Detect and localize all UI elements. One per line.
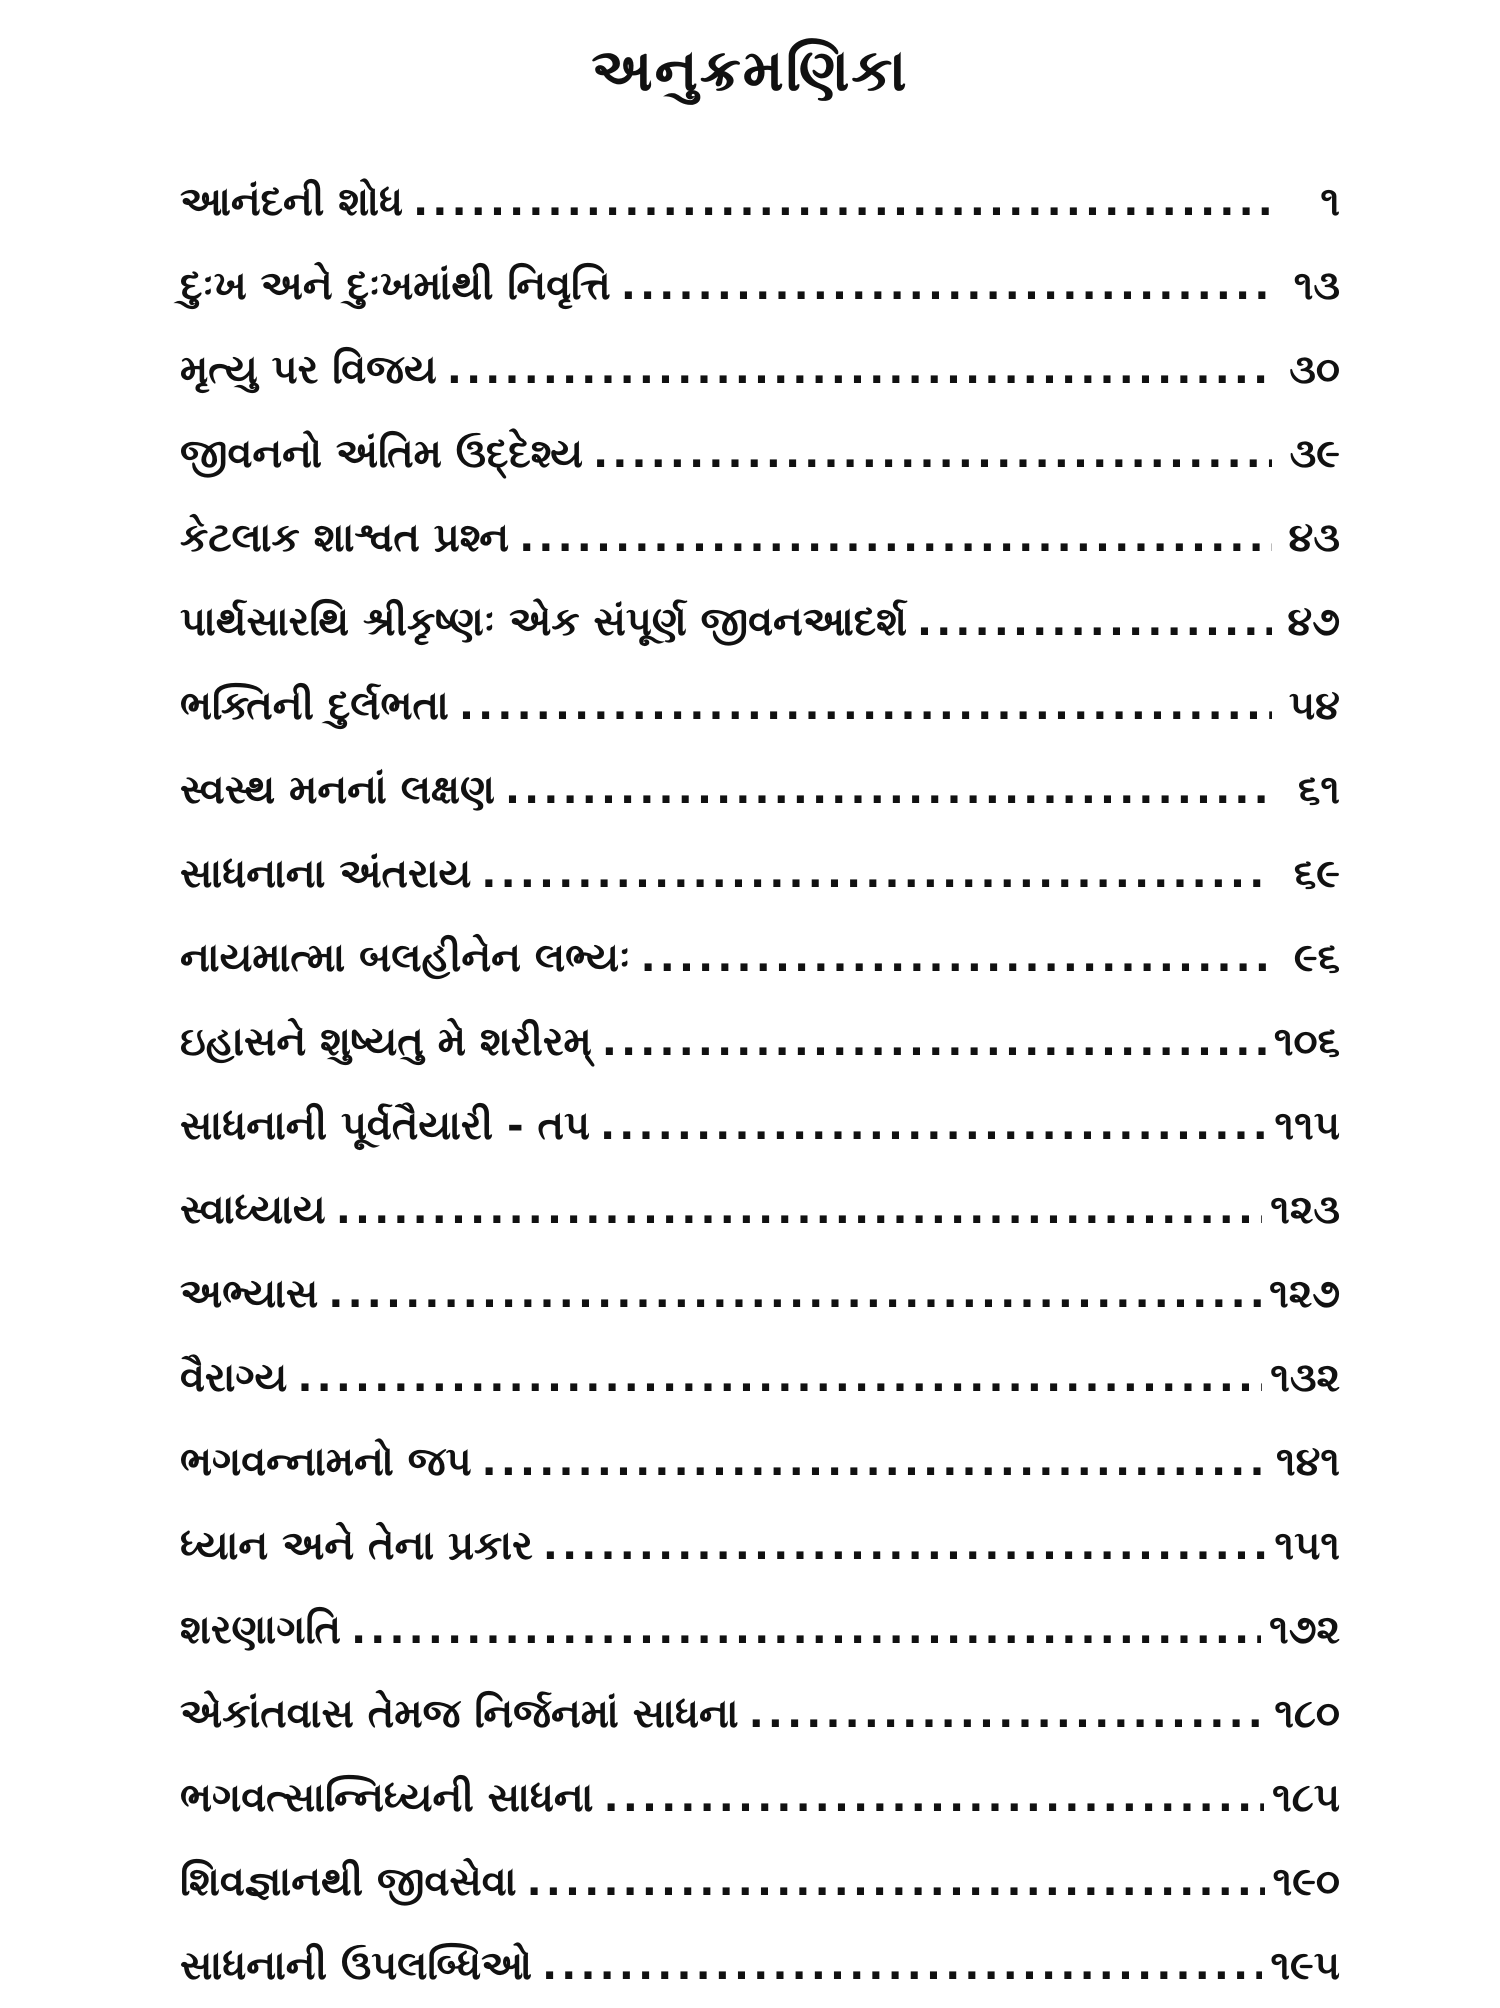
toc-entry xyxy=(180,1420,1340,1504)
toc-entry-page: ૧૯૦ xyxy=(1272,1859,1340,1905)
toc-entry xyxy=(180,1588,1340,1672)
toc-entry-title: ભગવત્સાન્નિધ્યની સાધના xyxy=(180,1775,594,1821)
toc-entry-page: ૧૧૫ xyxy=(1274,1103,1340,1149)
toc-entry-page: ૧૮૫ xyxy=(1272,1775,1340,1821)
page-title: અનુક્રમણિકા xyxy=(591,36,909,104)
toc-entry-title: સાધનાની પૂર્વતૈયારી - તપ xyxy=(180,1103,590,1149)
dot-leader xyxy=(593,412,1272,496)
toc-entry-title: ભક્તિની દુર્લભતા xyxy=(180,683,449,729)
dot-leader xyxy=(297,1336,1262,1420)
toc-entry-page: ૧૨૭ xyxy=(1269,1271,1340,1317)
toc-entry-page: ૯૬ xyxy=(1293,935,1340,981)
toc-entry-page: ૧૪૧ xyxy=(1276,1439,1340,1485)
dot-leader xyxy=(351,1588,1261,1672)
toc-entry xyxy=(180,496,1340,580)
toc-entry-title: જીવનનો અંતિમ ઉદ્દેશ્ય xyxy=(180,431,584,477)
dot-leader xyxy=(917,580,1272,664)
toc-entry-title: નાયમાત્મા બલહીનેન લભ્યઃ xyxy=(180,935,631,981)
toc-entry xyxy=(180,160,1340,244)
toc-entry-title: સ્વાધ્યાય xyxy=(180,1187,326,1233)
toc-entry xyxy=(180,1336,1340,1420)
toc-entry-title: શિવજ્ઞાનથી જીવસેવા xyxy=(180,1859,517,1905)
dot-leader xyxy=(602,1000,1266,1084)
toc-entry-title: ઇહાસને શુષ્યતુ મે શરીરમ્ xyxy=(180,1019,592,1065)
toc-entry-page: ૧૨૩ xyxy=(1270,1187,1340,1233)
toc-entry xyxy=(180,1924,1340,2008)
toc-entry-title: એકાંતવાસ તેમજ નિર્જનમાં સાધના xyxy=(180,1691,739,1737)
toc-entry-page: ૧૦૬ xyxy=(1273,1019,1340,1065)
dot-leader xyxy=(328,1252,1261,1336)
toc-entry xyxy=(180,1168,1340,1252)
dot-leader xyxy=(600,1084,1267,1168)
dot-leader xyxy=(482,1420,1268,1504)
toc-entry-page: ૧ xyxy=(1320,179,1340,225)
toc-entry xyxy=(180,664,1340,748)
toc-entry-title: દુઃખ અને દુઃખમાંથી નિવૃત્તિ xyxy=(180,263,611,309)
dot-leader xyxy=(604,1756,1265,1840)
toc-entry-title: સાધનાના અંતરાય xyxy=(180,851,472,897)
dot-leader xyxy=(413,160,1272,244)
toc-entry-page: ૩૯ xyxy=(1289,431,1340,477)
toc-entry xyxy=(180,1672,1340,1756)
toc-entry-page: ૫૪ xyxy=(1288,683,1340,729)
toc-entry-title: શરણાગતિ xyxy=(180,1607,341,1653)
dot-leader xyxy=(481,832,1272,916)
toc-entry-page: ૧૩ xyxy=(1293,263,1340,309)
toc-entry-page: ૧૭૨ xyxy=(1269,1607,1340,1653)
toc-entry-title: સ્વસ્થ મનનાં લક્ષણ xyxy=(180,767,495,813)
dot-leader xyxy=(621,244,1272,328)
toc-entry-title: વૈરાગ્ય xyxy=(180,1355,288,1401)
toc-entry-title: અભ્યાસ xyxy=(180,1271,319,1317)
toc-entry xyxy=(180,1756,1340,1840)
toc-entry xyxy=(180,916,1340,1000)
toc-entry xyxy=(180,1252,1340,1336)
dot-leader xyxy=(749,1672,1267,1756)
toc-entry xyxy=(180,1084,1340,1168)
toc-entry-title: ભગવન્નામનો જપ xyxy=(180,1439,472,1485)
toc-entry-page: ૪૩ xyxy=(1288,515,1340,561)
toc-entry-page: ૧૯૫ xyxy=(1270,1943,1340,1989)
toc-entry-title: કેટલાક શાશ્વત પ્રશ્ન xyxy=(180,515,510,561)
table-of-contents xyxy=(180,160,1340,2008)
toc-entry xyxy=(180,328,1340,412)
toc-entry-page: ૧૮૦ xyxy=(1274,1691,1340,1737)
dot-leader xyxy=(542,1924,1262,2008)
toc-entry xyxy=(180,244,1340,328)
dot-leader xyxy=(459,664,1272,748)
toc-entry xyxy=(180,1840,1340,1924)
toc-entry xyxy=(180,1000,1340,1084)
dot-leader xyxy=(336,1168,1263,1252)
toc-entry-page: ૬૯ xyxy=(1293,851,1340,897)
toc-entry-title: આનંદની શોધ xyxy=(180,179,404,225)
toc-entry-title: ધ્યાન અને તેના પ્રકાર xyxy=(180,1523,533,1569)
dot-leader xyxy=(527,1840,1265,1924)
toc-entry-page: ૩૦ xyxy=(1289,347,1340,393)
dot-leader xyxy=(519,496,1272,580)
toc-entry-page: ૧૫૧ xyxy=(1274,1523,1340,1569)
dot-leader xyxy=(640,916,1272,1000)
toc-entry xyxy=(180,1504,1340,1588)
toc-entry-page: ૪૭ xyxy=(1287,599,1340,645)
toc-entry-page: ૧૩૨ xyxy=(1270,1355,1340,1401)
dot-leader xyxy=(543,1504,1267,1588)
toc-entry xyxy=(180,580,1340,664)
dot-leader xyxy=(505,748,1272,832)
dot-leader xyxy=(447,328,1272,412)
toc-entry-title: મૃત્યુ પર વિજય xyxy=(180,347,437,393)
toc-entry-page: ૬૧ xyxy=(1298,767,1340,813)
toc-entry xyxy=(180,832,1340,916)
toc-entry xyxy=(180,412,1340,496)
toc-entry-title: પાર્થસારથિ શ્રીકૃષ્ણઃ એક સંપૂર્ણ જીવનઆદર્શ xyxy=(180,599,907,645)
toc-entry xyxy=(180,748,1340,832)
toc-entry-title: સાધનાની ઉપલબ્ધિઓ xyxy=(180,1943,532,1989)
